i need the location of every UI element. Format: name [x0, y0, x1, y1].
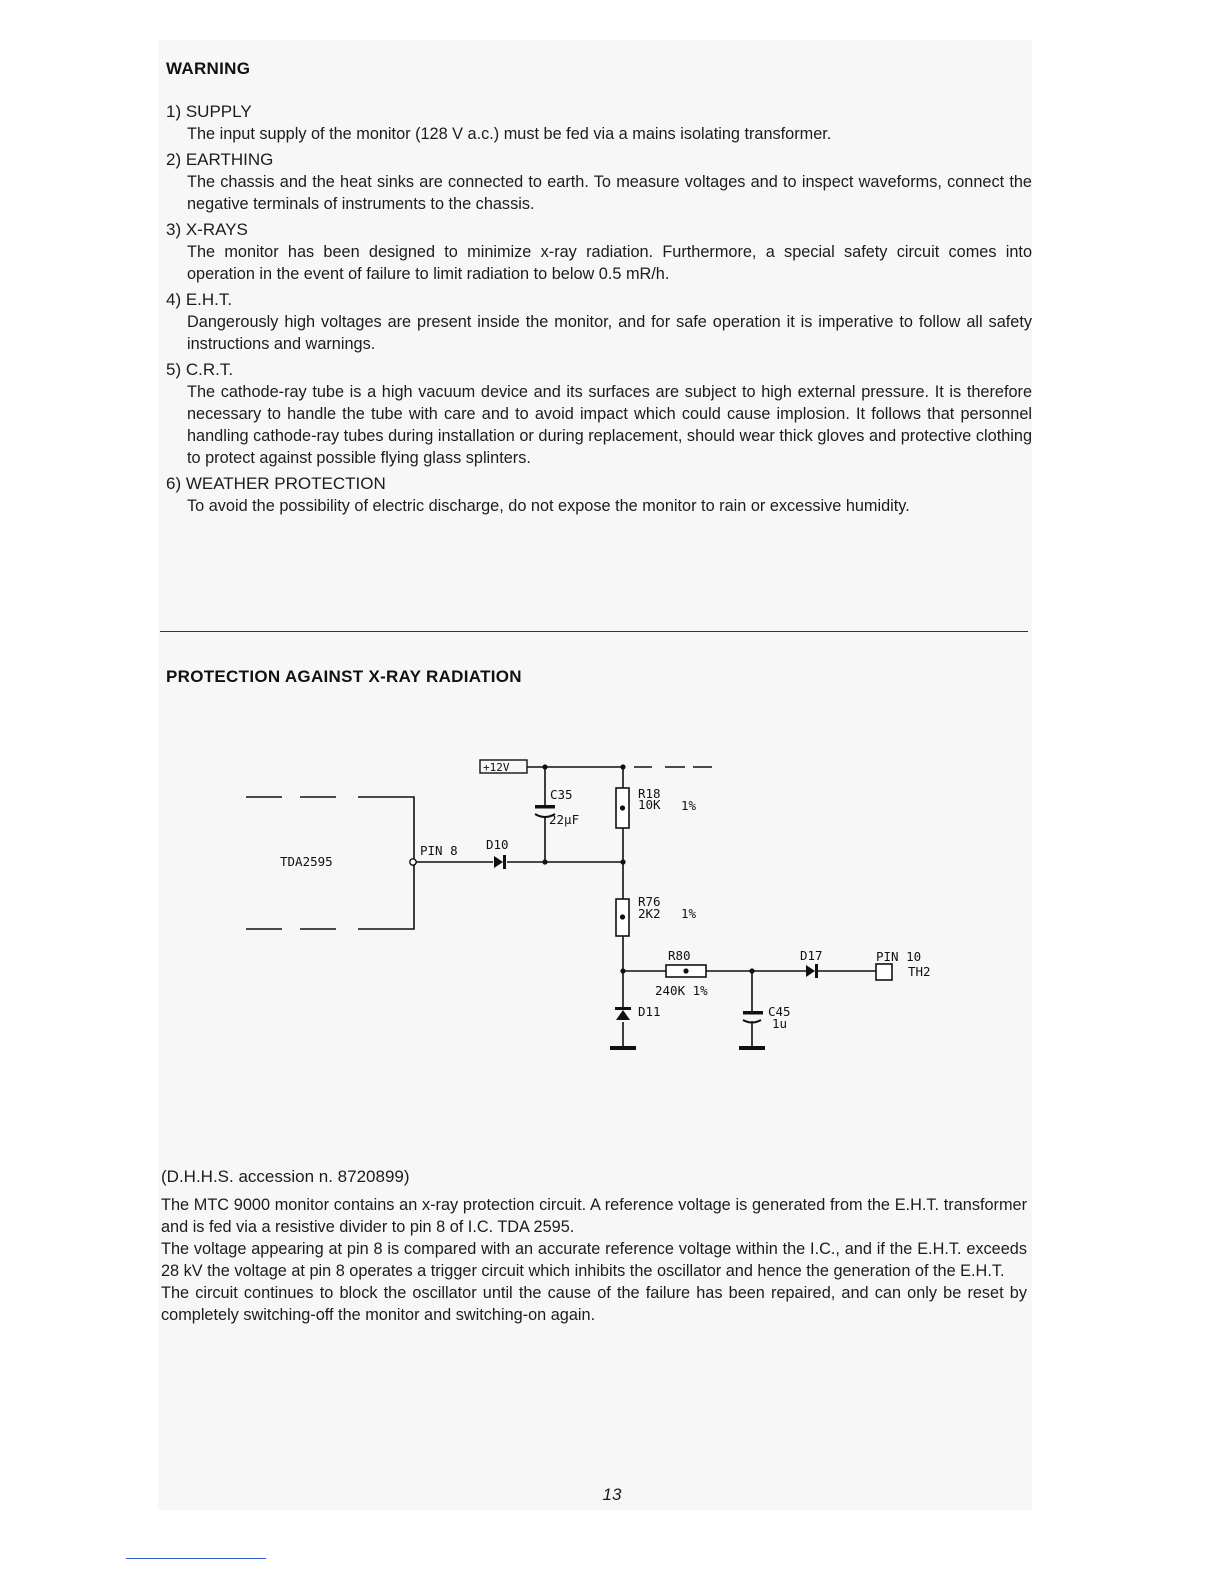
warning-item-title: 6) WEATHER PROTECTION [166, 474, 386, 493]
warning-item-body: To avoid the possibility of electric discharge, do not expose the monitor to rain or excessive humidity. [187, 497, 910, 515]
r76-tolerance: 1% [681, 906, 697, 921]
c35-label: C35 [550, 787, 573, 802]
page-number: 13 [602, 1485, 622, 1504]
ic-label: TDA2595 [280, 854, 333, 869]
r80-resistor [666, 965, 706, 977]
warning-item-title: 4) E.H.T. [166, 290, 233, 309]
d11-diode [615, 1007, 631, 1020]
junction-dot [542, 859, 547, 864]
r18-tolerance: 1% [681, 798, 697, 813]
warning-title: WARNING [166, 59, 251, 78]
description-paragraph: The MTC 9000 monitor contains an x-ray protection circuit. A reference voltage is generated from the E.H.T. transformer and is fed via a resistive divider to pin 8 of I.C. TDA 2595. [161, 1196, 1027, 1236]
warning-item-body: The cathode-ray tube is a high vacuum device and its surfaces are subject to high external pressure. It is therefore necessary to handle the tube with care and to avoid impact which could cause implosion. It follows that personnel handling cathode-ray tubes during installation or during replacement, should wear thick gloves and protective clothing to protect against possible flying glass splinters. [187, 383, 1032, 467]
protection-description [161, 1166, 1027, 1326]
pin8-label: PIN 8 [420, 843, 458, 858]
r18-label: R18 [638, 786, 661, 801]
th2-pin-terminal [876, 964, 892, 980]
junction-dot [749, 968, 754, 973]
r76-resistor [616, 899, 629, 936]
c35-value: 22µF [549, 812, 580, 827]
supply-label: +12V [483, 761, 510, 774]
r76-label: R76 [638, 894, 661, 909]
ground-symbol [610, 1046, 636, 1050]
r18-resistor [616, 788, 629, 828]
description-paragraph: The circuit continues to block the oscillator until the cause of the failure has been repaired, and can only be reset by completely switching-off the monitor and switching-on again. [161, 1284, 1027, 1324]
c45-label: C45 [768, 1004, 791, 1019]
junction-dot [620, 764, 625, 769]
warning-item-title: 2) EARTHING [166, 150, 274, 169]
d11-label: D11 [638, 1004, 661, 1019]
accession-number: (D.H.H.S. accession n. 8720899) [161, 1167, 410, 1186]
warning-item-title: 1) SUPPLY [166, 102, 252, 121]
c45-value: 1u [772, 1016, 788, 1031]
warning-item-body: The chassis and the heat sinks are connected to earth. To measure voltages and to inspect waveforms, connect the negative terminals of instruments to the chassis. [187, 173, 1032, 213]
d17-label: D17 [800, 948, 823, 963]
r80-label: R80 [668, 948, 691, 963]
warning-item-body: Dangerously high voltages are present inside the monitor, and for safe operation it is imperative to follow all safety instructions and warnings. [187, 313, 1032, 353]
d10-diode [494, 855, 506, 869]
c45-capacitor [743, 1011, 763, 1023]
pin10-label: PIN 10 [876, 949, 922, 964]
footer-line [126, 1558, 266, 1559]
ic-pin-terminal [410, 859, 416, 865]
warning-item-title: 3) X-RAYS [166, 220, 248, 239]
r80-value: 240K 1% [655, 983, 708, 998]
junction-dot [542, 764, 547, 769]
warning-item-body: The input supply of the monitor (128 V a.c.) must be fed via a mains isolating transformer. [187, 125, 832, 143]
junction-dot [620, 968, 625, 973]
th2-label: TH2 [908, 964, 931, 979]
junction-dot [620, 859, 625, 864]
r18-value: 10K [638, 797, 661, 812]
warning-item-title: 5) C.R.T. [166, 360, 234, 379]
d10-label: D10 [486, 837, 509, 852]
protection-title: PROTECTION AGAINST X-RAY RADIATION [166, 667, 522, 686]
ground-symbol [739, 1046, 765, 1050]
r76-value: 2K2 [638, 906, 661, 921]
d17-diode [806, 964, 818, 978]
warning-item-body: The monitor has been designed to minimize x-ray radiation. Furthermore, a special safety circuit comes into operation in the event of failure to limit radiation to below 0.5 mR/h. [187, 243, 1032, 283]
description-paragraph: The voltage appearing at pin 8 is compared with an accurate reference voltage within the I.C., and if the E.H.T. exceeds 28 kV the voltage at pin 8 operates a trigger circuit which inhibits the oscillator and hence the generation of the E.H.T. [161, 1240, 1027, 1280]
